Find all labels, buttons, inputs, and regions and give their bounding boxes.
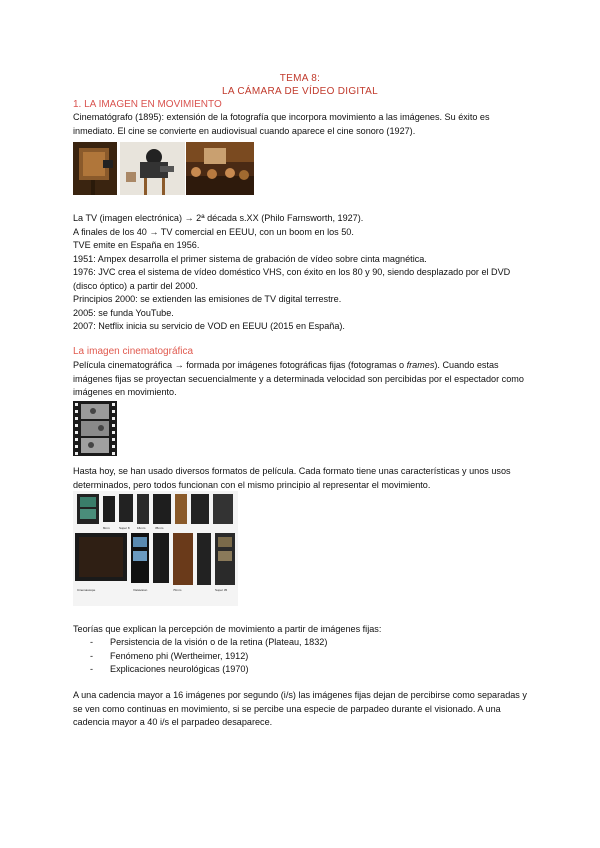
frames-term: frames (406, 360, 435, 370)
timeline-item: 1951: Ampex desarrolla el primer sistema de grabación de vídeo sobre cinta magnética. (73, 253, 427, 264)
early-cinema-audience-photo (186, 142, 254, 195)
bullet-dash: - (90, 637, 94, 647)
theories-list (90, 636, 327, 677)
theory-text: Explicaciones neurológicas (1970) (110, 664, 249, 674)
paragraph-formatos: Hasta hoy, se han usado diversos formatos de película. Cada formato tiene unas características y unos usos determinados, pero todos funcionan con el mismo principio al representar el movimiento. (73, 466, 511, 490)
theory-item (90, 636, 327, 650)
paragraph-cadencia: A una cadencia mayor a 16 imágenes por segundo (i/s) las imágenes fijas dejan de percibirse como separadas y se ven como continuas en movimiento, si se percibe una especie de parpadeo durante el visionado. A una cadencia mayor a 40 i/s el parpadeo desaparece. (73, 690, 527, 727)
timeline-item: 2005: se funda YouTube. (73, 307, 174, 318)
timeline-item: 2007: Netflix inicia su servicio de VOD en EEUU (2015 en España). (73, 321, 345, 331)
bullet-dash: - (90, 650, 94, 661)
paragraph-cinematografo: Cinematógrafo (1895): extensión de la fotografía que incorpora movimiento a las imágenes. Su éxito es inmediato. El cine se convierte en audiovisual cuando aparece el cine sonoro (1927). (73, 112, 490, 136)
format-caption: 8mm (103, 526, 110, 530)
theory-text: Persistencia de la visión o de la retina (Plateau, 1832) (110, 637, 328, 647)
timeline-item: TVE emite en España en 1956. (73, 240, 200, 250)
theory-item (90, 663, 327, 677)
cinematograph-camera-photo (73, 142, 117, 195)
section-heading-imagen-movimiento: 1. LA IMAGEN EN MOVIMIENTO (73, 99, 222, 110)
format-caption: Super 8 (119, 526, 130, 530)
theory-item (90, 650, 327, 664)
format-caption: Super 35 (215, 588, 228, 592)
film-formats-comparison-photo (73, 491, 238, 606)
subsection-heading-imagen-cinematografica: La imagen cinematográfica (73, 346, 194, 357)
timeline-item: 1976: JVC crea el sistema de vídeo doméstico VHS, con éxito en los 80 y 90, siendo desplazado por el DVD (disco óptico) a partir del 2000. (73, 267, 511, 291)
format-caption: 70mm (173, 588, 182, 592)
early-projector-photo (120, 142, 185, 195)
paragraph-text: ). Cuando estas imágenes fijas se proyectan secuencialmente y a determinada velocidad son percibidas por el espectador como imágenes en movimiento. (73, 360, 524, 397)
format-caption: Cinemascope (77, 588, 96, 592)
timeline-list (73, 212, 528, 334)
format-caption: Vistavision (133, 588, 148, 592)
doc-title-line2: LA CÁMARA DE VÍDEO DIGITAL (222, 86, 378, 97)
paragraph-pelicula (73, 359, 528, 400)
paragraph-text: Película cinematográfica → formada por imágenes fotográficas fijas (fotogramas o (73, 360, 407, 370)
timeline-item: Principios 2000: se extienden las emisiones de TV digital terrestre. (73, 294, 342, 304)
doc-title-line1: TEMA 8: (279, 73, 321, 84)
theory-text: Fenómeno phi (Wertheimer, 1912) (110, 650, 249, 661)
timeline-item: A finales de los 40 → TV comercial en EEUU, con un boom en los 50. (73, 226, 354, 237)
film-strip-frames-photo (73, 401, 117, 456)
format-caption: 35mm (155, 526, 164, 530)
theories-intro: Teorías que explican la percepción de movimiento a partir de imágenes fijas: (73, 624, 382, 634)
format-caption: 16mm (137, 526, 146, 530)
bullet-dash: - (90, 664, 94, 674)
timeline-item: La TV (imagen electrónica) → 2ª década s.XX (Philo Farnsworth, 1927). (73, 213, 364, 223)
